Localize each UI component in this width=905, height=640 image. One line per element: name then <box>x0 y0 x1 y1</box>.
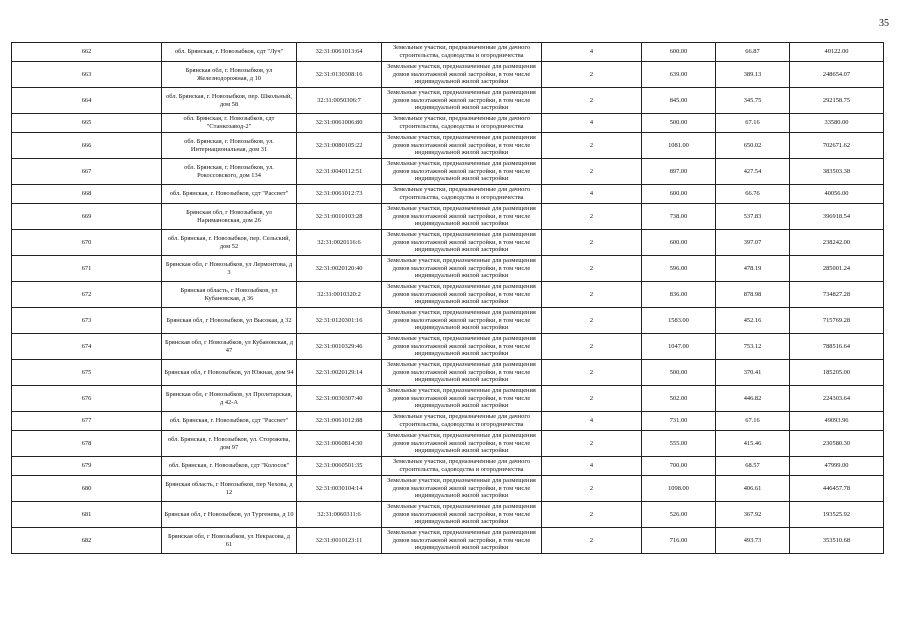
row-number: 682 <box>12 528 162 554</box>
cadastral-number-cell: 32:31:0010329:46 <box>297 334 382 360</box>
group-cell: 2 <box>542 88 642 114</box>
cadastral-number-cell: 32:31:0061013:64 <box>297 43 382 62</box>
group-cell: 2 <box>542 386 642 412</box>
specific-value-cell: 397.07 <box>716 230 790 256</box>
cadastral-number-cell: 32:31:0080105:22 <box>297 133 382 159</box>
address-cell: Брянская обл, г Новозыбков, ул Южная, дом 94 <box>162 360 297 386</box>
table-row <box>12 230 884 256</box>
cadastral-value-cell: 40056.00 <box>790 185 884 204</box>
area-cell: 600.00 <box>642 43 716 62</box>
table-row <box>12 204 884 230</box>
cadastral-number-cell: 32:31:0020120:40 <box>297 256 382 282</box>
cadastral-number-cell: 32:31:0130308:16 <box>297 62 382 88</box>
table-row <box>12 43 884 62</box>
area-cell: 502.00 <box>642 386 716 412</box>
table-row <box>12 114 884 133</box>
area-cell: 716.00 <box>642 528 716 554</box>
table-row <box>12 256 884 282</box>
table-row <box>12 88 884 114</box>
specific-value-cell: 427.54 <box>716 159 790 185</box>
land-category-cell: Земельные участки, предназначенные для размещения домов малоэтажной жилой застройки, в том числе индивидуальной жилой застройки <box>382 360 542 386</box>
specific-value-cell: 478.19 <box>716 256 790 282</box>
table-row <box>12 62 884 88</box>
group-cell: 2 <box>542 334 642 360</box>
cadastral-value-cell: 788516.64 <box>790 334 884 360</box>
specific-value-cell: 68.57 <box>716 457 790 476</box>
area-cell: 596.00 <box>642 256 716 282</box>
land-category-cell: Земельные участки, предназначенные для дачного строительства, садоводства и огородничества <box>382 412 542 431</box>
page-number: 35 <box>879 18 889 29</box>
land-category-cell: Земельные участки, предназначенные для размещения домов малоэтажной жилой застройки, в том числе индивидуальной жилой застройки <box>382 159 542 185</box>
group-cell: 2 <box>542 476 642 502</box>
area-cell: 1081.00 <box>642 133 716 159</box>
specific-value-cell: 66.87 <box>716 43 790 62</box>
land-category-cell: Земельные участки, предназначенные для размещения домов малоэтажной жилой застройки, в том числе индивидуальной жилой застройки <box>382 431 542 457</box>
area-cell: 845.00 <box>642 88 716 114</box>
table-row <box>12 282 884 308</box>
address-cell: Брянская обл, г Новозыбков, ул Лермонтова, д 3 <box>162 256 297 282</box>
cadastral-value-cell: 285001.24 <box>790 256 884 282</box>
row-number: 664 <box>12 88 162 114</box>
address-cell: Брянская обл, г Новозыбков, ул Тургенева, д 10 <box>162 502 297 528</box>
address-cell: обл. Брянская, г. Новозыбков, сдт "Луч" <box>162 43 297 62</box>
address-cell: обл. Брянская, г. Новозыбков, сдт "Рассвет" <box>162 412 297 431</box>
land-category-cell: Земельные участки, предназначенные для размещения домов малоэтажной жилой застройки, в том числе индивидуальной жилой застройки <box>382 502 542 528</box>
cadastral-number-cell: 32:31:0061012:73 <box>297 185 382 204</box>
table-row <box>12 334 884 360</box>
area-cell: 500.00 <box>642 360 716 386</box>
area-cell: 555.00 <box>642 431 716 457</box>
address-cell: обл. Брянская, г. Новозыбков, ул. Сторожева, дом 97 <box>162 431 297 457</box>
cadastral-number-cell: 32:31:0060501:35 <box>297 457 382 476</box>
table-row <box>12 360 884 386</box>
land-category-cell: Земельные участки, предназначенные для размещения домов малоэтажной жилой застройки, в том числе индивидуальной жилой застройки <box>382 256 542 282</box>
table-row <box>12 431 884 457</box>
land-category-cell: Земельные участки, предназначенные для размещения домов малоэтажной жилой застройки, в том числе индивидуальной жилой застройки <box>382 88 542 114</box>
group-cell: 2 <box>542 360 642 386</box>
address-cell: Брянская обл, г. Новозыбков, ул Железнодорожная, д 10 <box>162 62 297 88</box>
specific-value-cell: 66.76 <box>716 185 790 204</box>
cadastral-value-cell: 292158.75 <box>790 88 884 114</box>
specific-value-cell: 537.83 <box>716 204 790 230</box>
cadastral-number-cell: 32:31:0030307:40 <box>297 386 382 412</box>
address-cell: Брянская область, г Новозыбков, ул Кубановская, д 36 <box>162 282 297 308</box>
address-cell: Брянская обл, г Новозыбков, ул Наримановская, дом 26 <box>162 204 297 230</box>
cadastral-number-cell: 32:31:0010103:28 <box>297 204 382 230</box>
cadastral-number-cell: 32:31:0060814:30 <box>297 431 382 457</box>
specific-value-cell: 67.16 <box>716 114 790 133</box>
row-number: 670 <box>12 230 162 256</box>
group-cell: 4 <box>542 457 642 476</box>
table-row <box>12 308 884 334</box>
cadastral-value-cell: 715769.28 <box>790 308 884 334</box>
address-cell: обл. Брянская, г. Новозыбков, пер. Сельский, дом 52 <box>162 230 297 256</box>
land-category-cell: Земельные участки, предназначенные для размещения домов малоэтажной жилой застройки, в том числе индивидуальной жилой застройки <box>382 230 542 256</box>
group-cell: 4 <box>542 412 642 431</box>
specific-value-cell: 67.16 <box>716 412 790 431</box>
land-category-cell: Земельные участки, предназначенные для дачного строительства, садоводства и огородничества <box>382 114 542 133</box>
area-cell: 836.00 <box>642 282 716 308</box>
address-cell: обл. Брянская, г. Новозыбков, ул. Интернациональная, дом 31 <box>162 133 297 159</box>
row-number: 668 <box>12 185 162 204</box>
specific-value-cell: 493.73 <box>716 528 790 554</box>
land-category-cell: Земельные участки, предназначенные для размещения домов малоэтажной жилой застройки, в том числе индивидуальной жилой застройки <box>382 476 542 502</box>
address-cell: Брянская обл, г Новозыбков, ул Кубановская, д 47 <box>162 334 297 360</box>
specific-value-cell: 367.92 <box>716 502 790 528</box>
group-cell: 4 <box>542 114 642 133</box>
row-number: 671 <box>12 256 162 282</box>
land-category-cell: Земельные участки, предназначенные для размещения домов малоэтажной жилой застройки, в том числе индивидуальной жилой застройки <box>382 528 542 554</box>
row-number: 669 <box>12 204 162 230</box>
cadastral-number-cell: 32:31:0020129:14 <box>297 360 382 386</box>
land-category-cell: Земельные участки, предназначенные для размещения домов малоэтажной жилой застройки, в том числе индивидуальной жилой застройки <box>382 62 542 88</box>
group-cell: 2 <box>542 502 642 528</box>
land-category-cell: Земельные участки, предназначенные для размещения домов малоэтажной жилой застройки, в том числе индивидуальной жилой застройки <box>382 308 542 334</box>
cadastral-value-cell: 734827.28 <box>790 282 884 308</box>
cadastral-value-cell: 396918.54 <box>790 204 884 230</box>
cadastral-number-cell: 32:31:0061012:88 <box>297 412 382 431</box>
cadastral-number-cell: 32:31:0010123:11 <box>297 528 382 554</box>
row-number: 674 <box>12 334 162 360</box>
specific-value-cell: 452.16 <box>716 308 790 334</box>
land-plot-register-table <box>11 42 884 554</box>
cadastral-value-cell: 383503.38 <box>790 159 884 185</box>
specific-value-cell: 878.98 <box>716 282 790 308</box>
cadastral-number-cell: 32:31:0010320:2 <box>297 282 382 308</box>
area-cell: 600.00 <box>642 185 716 204</box>
cadastral-value-cell: 185205.00 <box>790 360 884 386</box>
row-number: 681 <box>12 502 162 528</box>
area-cell: 500.00 <box>642 114 716 133</box>
group-cell: 2 <box>542 62 642 88</box>
group-cell: 2 <box>542 282 642 308</box>
land-category-cell: Земельные участки, предназначенные для дачного строительства, садоводства и огородничества <box>382 457 542 476</box>
area-cell: 639.00 <box>642 62 716 88</box>
cadastral-number-cell: 32:31:0050306:7 <box>297 88 382 114</box>
row-number: 672 <box>12 282 162 308</box>
cadastral-number-cell: 32:31:0020116:6 <box>297 230 382 256</box>
cadastral-value-cell: 40122.00 <box>790 43 884 62</box>
cadastral-value-cell: 446457.78 <box>790 476 884 502</box>
land-category-cell: Земельные участки, предназначенные для размещения домов малоэтажной жилой застройки, в том числе индивидуальной жилой застройки <box>382 334 542 360</box>
cadastral-value-cell: 47999.00 <box>790 457 884 476</box>
cadastral-value-cell: 33580.00 <box>790 114 884 133</box>
specific-value-cell: 406.61 <box>716 476 790 502</box>
group-cell: 2 <box>542 133 642 159</box>
group-cell: 4 <box>542 43 642 62</box>
address-cell: обл. Брянская, г. Новозыбков, сдт "Колосок" <box>162 457 297 476</box>
specific-value-cell: 370.41 <box>716 360 790 386</box>
land-category-cell: Земельные участки, предназначенные для размещения домов малоэтажной жилой застройки, в том числе индивидуальной жилой застройки <box>382 282 542 308</box>
table-body <box>12 43 884 554</box>
table-row <box>12 185 884 204</box>
row-number: 677 <box>12 412 162 431</box>
cadastral-value-cell: 193525.92 <box>790 502 884 528</box>
table-row <box>12 502 884 528</box>
specific-value-cell: 650.02 <box>716 133 790 159</box>
address-cell: обл. Брянская, г. Новозыбков, сдт "Рассвет" <box>162 185 297 204</box>
table-row <box>12 133 884 159</box>
area-cell: 738.00 <box>642 204 716 230</box>
row-number: 679 <box>12 457 162 476</box>
address-cell: Брянская область, г Новозыбков, пер Чехова, д 12 <box>162 476 297 502</box>
row-number: 676 <box>12 386 162 412</box>
specific-value-cell: 415.46 <box>716 431 790 457</box>
area-cell: 700.00 <box>642 457 716 476</box>
cadastral-number-cell: 32:31:0120301:16 <box>297 308 382 334</box>
row-number: 667 <box>12 159 162 185</box>
row-number: 680 <box>12 476 162 502</box>
address-cell: Брянская обл, г Новозыбков, ул Пролетарская, д 42-А <box>162 386 297 412</box>
area-cell: 600.00 <box>642 230 716 256</box>
cadastral-value-cell: 49093.96 <box>790 412 884 431</box>
specific-value-cell: 753.12 <box>716 334 790 360</box>
specific-value-cell: 345.75 <box>716 88 790 114</box>
land-category-cell: Земельные участки, предназначенные для дачного строительства, садоводства и огородничества <box>382 43 542 62</box>
cadastral-number-cell: 32:31:0060311:6 <box>297 502 382 528</box>
table-row <box>12 476 884 502</box>
group-cell: 2 <box>542 204 642 230</box>
address-cell: обл. Брянская, г. Новозыбков, пер. Школьный, дом 58 <box>162 88 297 114</box>
cadastral-value-cell: 702671.62 <box>790 133 884 159</box>
area-cell: 731.00 <box>642 412 716 431</box>
group-cell: 2 <box>542 230 642 256</box>
group-cell: 2 <box>542 431 642 457</box>
table-row <box>12 386 884 412</box>
land-category-cell: Земельные участки, предназначенные для размещения домов малоэтажной жилой застройки, в том числе индивидуальной жилой застройки <box>382 133 542 159</box>
cadastral-value-cell: 224303.64 <box>790 386 884 412</box>
cadastral-number-cell: 32:31:0030104:14 <box>297 476 382 502</box>
cadastral-number-cell: 32:31:0040112:51 <box>297 159 382 185</box>
cadastral-value-cell: 353510.68 <box>790 528 884 554</box>
land-category-cell: Земельные участки, предназначенные для размещения домов малоэтажной жилой застройки, в том числе индивидуальной жилой застройки <box>382 204 542 230</box>
table-row <box>12 159 884 185</box>
area-cell: 1583.00 <box>642 308 716 334</box>
land-category-cell: Земельные участки, предназначенные для размещения домов малоэтажной жилой застройки, в том числе индивидуальной жилой застройки <box>382 386 542 412</box>
area-cell: 897.00 <box>642 159 716 185</box>
land-category-cell: Земельные участки, предназначенные для дачного строительства, садоводства и огородничества <box>382 185 542 204</box>
specific-value-cell: 446.82 <box>716 386 790 412</box>
address-cell: обл. Брянская, г. Новозыбков, ул. Рокоссовского, дом 134 <box>162 159 297 185</box>
table-row <box>12 412 884 431</box>
group-cell: 2 <box>542 308 642 334</box>
group-cell: 2 <box>542 159 642 185</box>
address-cell: обл. Брянская, г. Новозыбков, сдт "Станкозавод-2" <box>162 114 297 133</box>
group-cell: 2 <box>542 528 642 554</box>
group-cell: 4 <box>542 185 642 204</box>
table-row <box>12 528 884 554</box>
area-cell: 1047.00 <box>642 334 716 360</box>
area-cell: 1098.00 <box>642 476 716 502</box>
row-number: 663 <box>12 62 162 88</box>
cadastral-value-cell: 248654.07 <box>790 62 884 88</box>
cadastral-value-cell: 238242.00 <box>790 230 884 256</box>
row-number: 665 <box>12 114 162 133</box>
row-number: 662 <box>12 43 162 62</box>
row-number: 673 <box>12 308 162 334</box>
row-number: 675 <box>12 360 162 386</box>
area-cell: 526.00 <box>642 502 716 528</box>
group-cell: 2 <box>542 256 642 282</box>
cadastral-value-cell: 230580.30 <box>790 431 884 457</box>
cadastral-number-cell: 32:31:0061006:80 <box>297 114 382 133</box>
address-cell: Брянская обл, г Новозыбков, ул Высокая, д 32 <box>162 308 297 334</box>
specific-value-cell: 389.13 <box>716 62 790 88</box>
table-row <box>12 457 884 476</box>
row-number: 678 <box>12 431 162 457</box>
row-number: 666 <box>12 133 162 159</box>
address-cell: Брянская обл, г Новозыбков, ул Некрасова, д 61 <box>162 528 297 554</box>
